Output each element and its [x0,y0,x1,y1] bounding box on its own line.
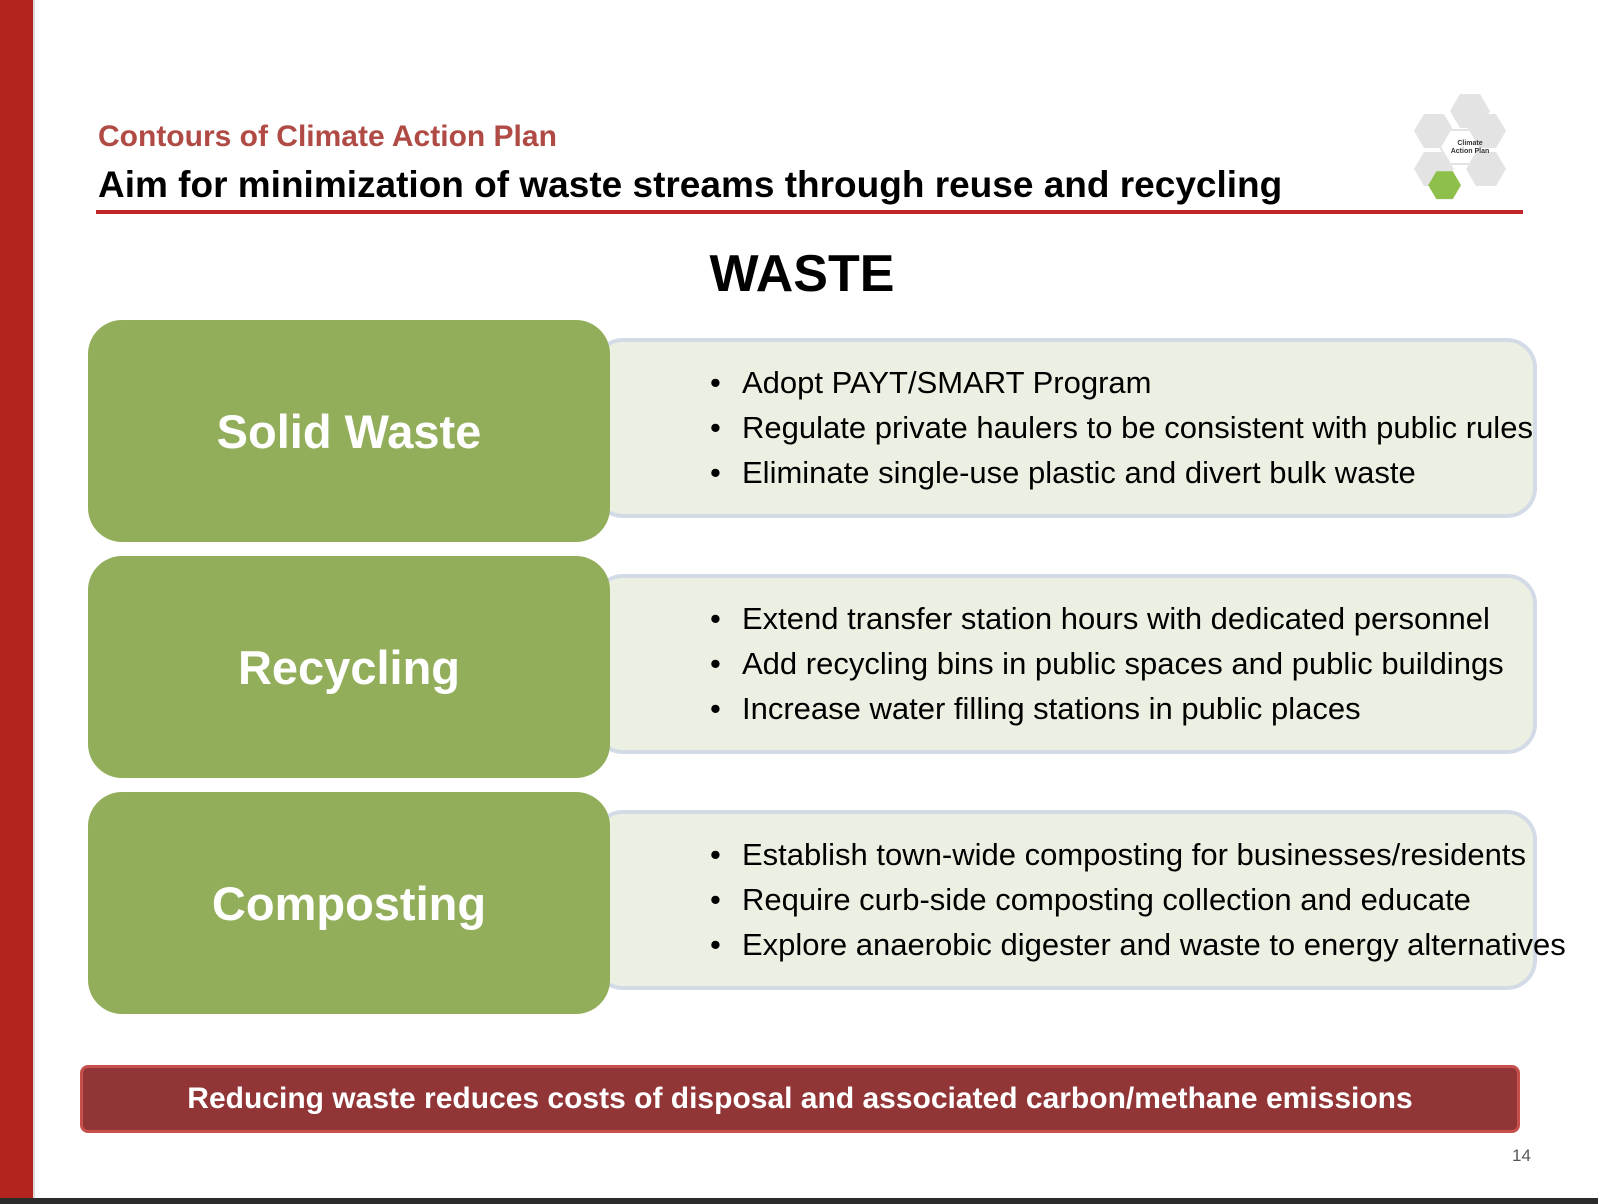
category-box [88,556,610,778]
bullet-item: • Establish town-wide composting for businesses/residents [710,832,1566,877]
bottom-border [0,1198,1598,1204]
bullet-item: • Regulate private haulers to be consistent with public rules [710,405,1533,450]
section-row-composting [88,792,1566,1014]
slide-subtitle: Contours of Climate Action Plan [98,120,557,153]
logo-text: Climate Action Plan [1450,140,1490,155]
bullet-item: • Explore anaerobic digester and waste to energy alternatives [710,922,1566,967]
bullet-item: • Increase water filling stations in public places [710,686,1504,731]
hexagon-cluster-logo-icon [1410,90,1530,220]
category-box [88,320,610,542]
category-box [88,792,610,1014]
category-label: Solid Waste [216,404,482,458]
bullet-item: • Adopt PAYT/SMART Program [710,360,1533,405]
page-number: 14 [1512,1146,1531,1165]
section-row-solid-waste [88,320,1553,542]
bullet-item: • Require curb-side composting collection and educate [710,877,1566,922]
summary-banner [80,1065,1520,1133]
bullet-item: • Eliminate single-use plastic and divert bulk waste [710,450,1533,495]
bullet-list [710,832,1566,967]
category-label: Recycling [237,640,461,694]
bullet-item: • Extend transfer station hours with dedicated personnel [710,596,1504,641]
bullet-list [710,596,1504,731]
left-accent-bar [0,0,33,1204]
banner-text: Reducing waste reduces costs of disposal and associated carbon/methane emissions [187,1082,1413,1115]
slide-title: Aim for minimization of waste streams through reuse and recycling [98,164,1283,205]
category-label: Composting [211,876,487,930]
title-underline [96,210,1523,214]
bullet-item: • Add recycling bins in public spaces and public buildings [710,641,1504,686]
left-bar-divider [33,0,35,1204]
section-heading: WASTE [709,245,895,303]
bullet-list [710,360,1533,495]
section-row-recycling [88,556,1553,778]
